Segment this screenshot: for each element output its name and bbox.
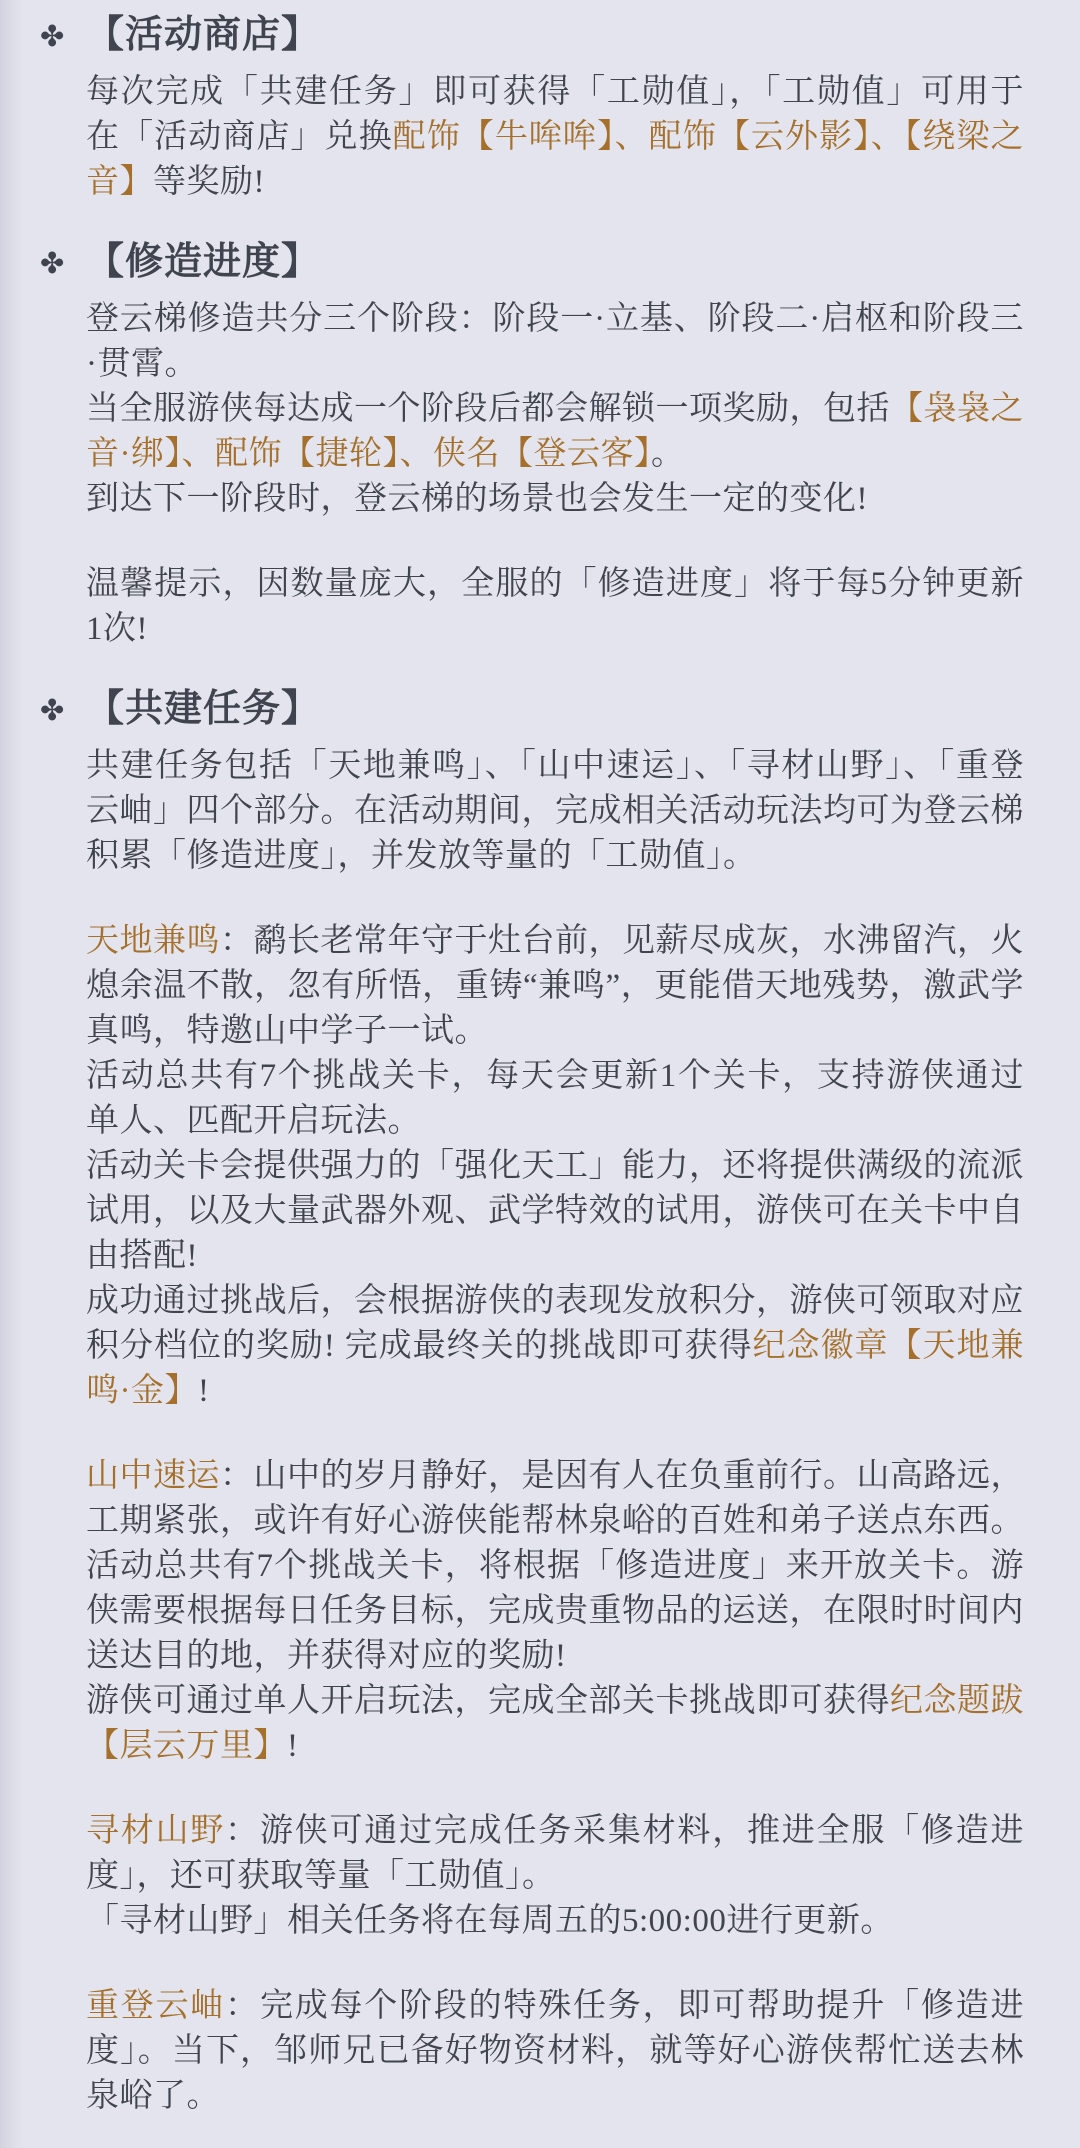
announcement-body: [40, 8, 1025, 2119]
text-run: !: [198, 1373, 210, 1409]
section-title: 【活动商店】: [86, 14, 321, 56]
section-header: [40, 682, 1024, 736]
accent-text-run: 山中速运: [86, 1458, 220, 1494]
section-header: [40, 235, 1024, 289]
section-title: 【修造进度】: [86, 241, 321, 283]
paragraph: [86, 297, 1024, 387]
text-run: 到达下一阶段时，登云梯的场景也会发生一定的变化!: [86, 481, 868, 517]
text-run: ：山中的岁月静好，是因有人在负重前行。山高路远，工期紧张，或许有好心游侠能帮林泉峪的百姓和弟子送点东西。: [86, 1458, 1024, 1539]
diamond-bullet-icon: ✤: [40, 695, 66, 727]
left-edge-shadow: [0, 0, 22, 2148]
text-run: 登云梯修造共分三个阶段：阶段一·立基、阶段二·启枢和阶段三·贯霄。: [86, 301, 1024, 382]
diamond-bullet-icon: ✤: [40, 248, 66, 280]
paragraph: [86, 1454, 1024, 1544]
text-run: !: [287, 1728, 299, 1764]
text-run: 「寻材山野」相关任务将在每周五的5:00:00进行更新。: [86, 1903, 894, 1939]
accent-text-run: 重登云岫: [86, 1988, 226, 2024]
section-header: [40, 8, 1024, 62]
paragraph: [86, 1679, 1024, 1769]
text-run: ：完成每个阶段的特殊任务，即可帮助提升「修造进度」。当下，邹师兄已备好物资材料，就等好心游侠帮忙送去林泉峪了。: [86, 1988, 1025, 2114]
section-build-progress: [40, 235, 1024, 652]
paragraph: [86, 1144, 1024, 1279]
text-run: 每次完成「共建任务」即可获得「工勋值」，「工勋值」可用于在「活动商店」兑换: [86, 74, 1024, 155]
paragraph: [86, 1984, 1024, 2119]
section-activity-shop: [40, 8, 1025, 205]
paragraph: [86, 1809, 1024, 1899]
accent-text-run: 【袅袅之音·绑】、配饰【捷轮】、侠名【登云客】: [86, 391, 1024, 472]
text-run: ：鹬长老常年守于灶台前，见薪尽成灰，水沸留汽，火熄余温不散，忽有所悟，重铸“兼鸣”，更能借天地残势，激武学真鸣，特邀山中学子一试。: [86, 923, 1024, 1049]
paragraph: [86, 70, 1024, 205]
paragraph: [86, 562, 1024, 652]
text-run: 活动总共有7个挑战关卡，每天会更新1个关卡，支持游侠通过单人、匹配开启玩法。: [86, 1058, 1024, 1139]
paragraph: [86, 1054, 1024, 1144]
text-run: 。: [651, 436, 685, 472]
text-run: 等奖励!: [153, 164, 265, 200]
accent-text-run: 天地兼鸣: [86, 923, 220, 959]
accent-text-run: 配饰【牛哞哞】、配饰【云外影】、【绕梁之音】: [86, 119, 1025, 200]
paragraph: [86, 744, 1024, 879]
text-run: 共建任务包括「天地兼鸣」、「山中速运」、「寻材山野」、「重登云岫」四个部分。在活动期间，完成相关活动玩法均可为登云梯积累「修造进度」，并发放等量的「工勋值」。: [86, 748, 1024, 874]
paragraph: [86, 919, 1024, 1054]
text-run: 成功通过挑战后，会根据游侠的表现发放积分，游侠可领取对应积分档位的奖励! 完成最终关的挑战即可获得: [86, 1283, 1024, 1364]
accent-text-run: 纪念题跋【层云万里】: [86, 1683, 1024, 1764]
paragraph: [86, 1544, 1024, 1679]
text-run: 温馨提示，因数量庞大，全服的「修造进度」将于每5分钟更新1次!: [86, 566, 1024, 647]
accent-text-run: 寻材山野: [86, 1813, 226, 1849]
text-run: 活动关卡会提供强力的「强化天工」能力，还将提供满级的流派试用，以及大量武器外观、武学特效的试用，游侠可在关卡中自由搭配!: [86, 1148, 1024, 1274]
accent-text-run: 纪念徽章【天地兼鸣·金】: [86, 1328, 1024, 1409]
section-co-build-tasks: [40, 682, 1025, 2119]
diamond-bullet-icon: ✤: [40, 21, 66, 53]
paragraph: [86, 1899, 1024, 1944]
text-run: ：游侠可通过完成任务采集材料，推进全服「修造进度」，还可获取等量「工勋值」。: [86, 1813, 1025, 1894]
text-run: 游侠可通过单人开启玩法，完成全部关卡挑战即可获得: [86, 1683, 890, 1719]
text-run: 活动总共有7个挑战关卡，将根据「修造进度」来开放关卡。游侠需要根据每日任务目标，完成贵重物品的运送，在限时时间内送达目的地，并获得对应的奖励!: [86, 1548, 1024, 1674]
paragraph: [86, 477, 1024, 522]
section-title: 【共建任务】: [86, 688, 321, 730]
paragraph: [86, 387, 1024, 477]
paragraph: [86, 1279, 1024, 1414]
text-run: 当全服游侠每达成一个阶段后都会解锁一项奖励，包括: [86, 391, 890, 427]
